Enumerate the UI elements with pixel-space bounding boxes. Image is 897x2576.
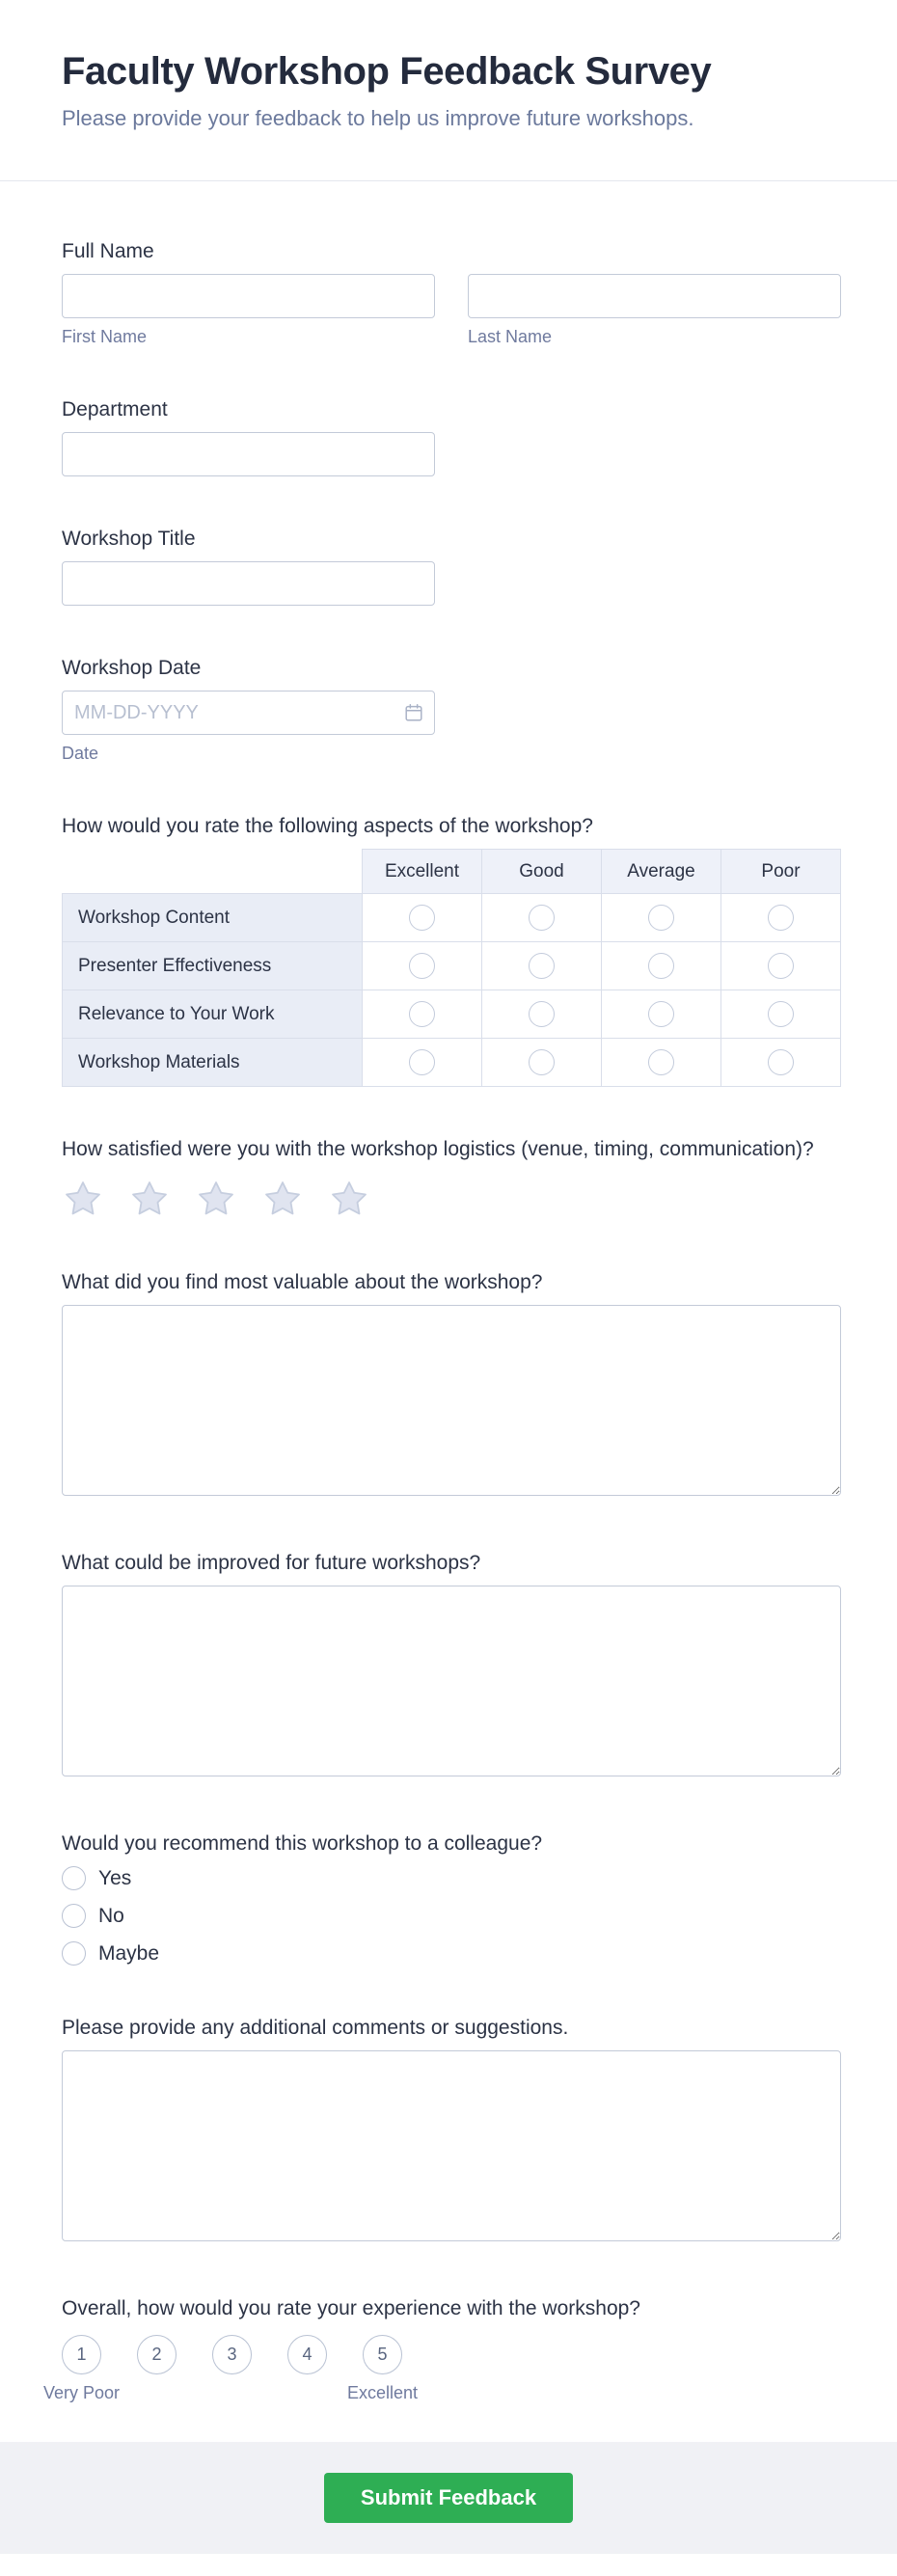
matrix-radio[interactable] (768, 1001, 794, 1027)
matrix-label: How would you rate the following aspects of the workshop? (62, 815, 593, 837)
recommend-option-label: Yes (98, 1866, 132, 1889)
matrix-cell (482, 1039, 602, 1087)
star-icon[interactable] (128, 1178, 171, 1220)
matrix-corner-cell (63, 850, 363, 894)
matrix-radio[interactable] (648, 1049, 674, 1075)
first-name-sublabel: First Name (62, 327, 148, 346)
improvements-label: What could be improved for future workshops? (62, 1552, 481, 1574)
scale-max-label: Excellent (346, 2383, 419, 2402)
submit-button[interactable]: Submit Feedback (324, 2473, 573, 2523)
matrix-radio[interactable] (768, 905, 794, 931)
recommend-option-no[interactable] (62, 1904, 841, 1928)
matrix-radio[interactable] (529, 953, 555, 979)
matrix-row (63, 942, 841, 990)
scale-option-1[interactable]: 1 (62, 2335, 101, 2374)
overall-label: Overall, how would you rate your experience with the workshop? (62, 2297, 640, 2319)
matrix-cell (363, 990, 482, 1039)
question-logistics-rating (62, 1135, 841, 1220)
recommend-option-yes[interactable] (62, 1866, 841, 1890)
matrix-radio[interactable] (648, 953, 674, 979)
recommend-option-label: Maybe (98, 1941, 160, 1965)
matrix-cell (721, 1039, 841, 1087)
question-workshop-title (62, 525, 841, 606)
matrix-col-header: Average (602, 850, 721, 894)
matrix-row (63, 1039, 841, 1087)
improvements-textarea[interactable] (62, 1586, 841, 1776)
matrix-radio[interactable] (409, 1001, 435, 1027)
question-most-valuable (62, 1268, 841, 1501)
form-subtitle: Please provide your feedback to help us improve future workshops. (62, 106, 694, 130)
first-name-input[interactable] (62, 274, 435, 318)
scale-option-5[interactable]: 5 (363, 2335, 402, 2374)
matrix-row (63, 894, 841, 942)
workshop-date-label: Workshop Date (62, 657, 202, 679)
question-department (62, 395, 841, 476)
matrix-row-label: Presenter Effectiveness (63, 942, 363, 990)
matrix-cell (363, 942, 482, 990)
question-full-name (62, 237, 841, 347)
scale-option-3[interactable]: 3 (212, 2335, 252, 2374)
scale-item-2 (137, 2335, 177, 2374)
matrix-radio[interactable] (648, 1001, 674, 1027)
question-comments (62, 2014, 841, 2246)
full-name-row (62, 274, 841, 347)
matrix-radio[interactable] (529, 905, 555, 931)
matrix-cell (363, 894, 482, 942)
matrix-cell (602, 894, 721, 942)
matrix-radio[interactable] (768, 953, 794, 979)
workshop-title-label: Workshop Title (62, 528, 196, 550)
form-header (0, 0, 897, 181)
question-workshop-date (62, 654, 841, 764)
scale-option-4[interactable]: 4 (287, 2335, 327, 2374)
first-name-col (62, 274, 435, 347)
matrix-col-header: Good (482, 850, 602, 894)
full-name-label: Full Name (62, 240, 154, 262)
question-overall (42, 2294, 841, 2415)
matrix-cell (363, 1039, 482, 1087)
radio-icon[interactable] (62, 1904, 86, 1928)
scale-item-3 (212, 2335, 252, 2374)
radio-icon[interactable] (62, 1941, 86, 1966)
department-input[interactable] (62, 432, 435, 476)
matrix-radio[interactable] (409, 905, 435, 931)
matrix-radio[interactable] (409, 953, 435, 979)
question-recommend (62, 1830, 841, 1966)
scale-min-label: Very Poor (42, 2383, 121, 2402)
matrix-cell (482, 894, 602, 942)
scale-item-1 (42, 2335, 121, 2402)
star-icon[interactable] (195, 1178, 237, 1220)
workshop-date-input[interactable] (62, 691, 435, 735)
matrix-cell (482, 990, 602, 1039)
scale-rating (42, 2335, 841, 2415)
matrix-radio[interactable] (648, 905, 674, 931)
logistics-label: How satisfied were you with the workshop logistics (venue, timing, communication)? (62, 1138, 814, 1160)
date-sublabel: Date (62, 744, 99, 763)
scale-item-4 (287, 2335, 327, 2374)
last-name-col (468, 274, 841, 347)
matrix-row (63, 990, 841, 1039)
matrix-row-label: Workshop Content (63, 894, 363, 942)
scale-option-2[interactable]: 2 (137, 2335, 177, 2374)
question-rating-matrix (62, 812, 841, 1087)
form-footer (0, 2442, 897, 2554)
star-icon[interactable] (62, 1178, 104, 1220)
matrix-cell (482, 942, 602, 990)
matrix-cell (602, 990, 721, 1039)
form-body (0, 181, 897, 2415)
calendar-icon[interactable] (403, 702, 424, 723)
matrix-row-label: Workshop Materials (63, 1039, 363, 1087)
question-improvements (62, 1549, 841, 1781)
matrix-row-label: Relevance to Your Work (63, 990, 363, 1039)
radio-icon[interactable] (62, 1866, 86, 1890)
matrix-col-header: Poor (721, 850, 841, 894)
matrix-cell (721, 942, 841, 990)
matrix-radio[interactable] (529, 1001, 555, 1027)
form-title: Faculty Workshop Feedback Survey (62, 50, 712, 93)
star-rating (62, 1178, 841, 1220)
most-valuable-label: What did you find most valuable about the workshop? (62, 1271, 543, 1293)
matrix-header-row (63, 850, 841, 894)
date-field-wrap (62, 691, 435, 735)
comments-label: Please provide any additional comments or suggestions. (62, 2017, 569, 2039)
scale-item-5 (346, 2335, 419, 2402)
matrix-cell (721, 990, 841, 1039)
last-name-input[interactable] (468, 274, 841, 318)
matrix-col-header: Excellent (363, 850, 482, 894)
matrix-radio[interactable] (409, 1049, 435, 1075)
matrix-cell (602, 942, 721, 990)
matrix-radio[interactable] (529, 1049, 555, 1075)
recommend-option-label: No (98, 1904, 124, 1927)
matrix-cell (721, 894, 841, 942)
matrix-cell (602, 1039, 721, 1087)
department-label: Department (62, 398, 168, 420)
rating-matrix (62, 849, 841, 1087)
star-icon[interactable] (261, 1178, 304, 1220)
comments-textarea[interactable] (62, 2050, 841, 2241)
workshop-title-input[interactable] (62, 561, 435, 606)
matrix-radio[interactable] (768, 1049, 794, 1075)
bottom-spacer (0, 2554, 897, 2576)
most-valuable-textarea[interactable] (62, 1305, 841, 1496)
last-name-sublabel: Last Name (468, 327, 553, 346)
recommend-option-maybe[interactable] (62, 1941, 841, 1966)
recommend-label: Would you recommend this workshop to a colleague? (62, 1832, 543, 1855)
star-icon[interactable] (328, 1178, 370, 1220)
recommend-options (62, 1866, 841, 1966)
